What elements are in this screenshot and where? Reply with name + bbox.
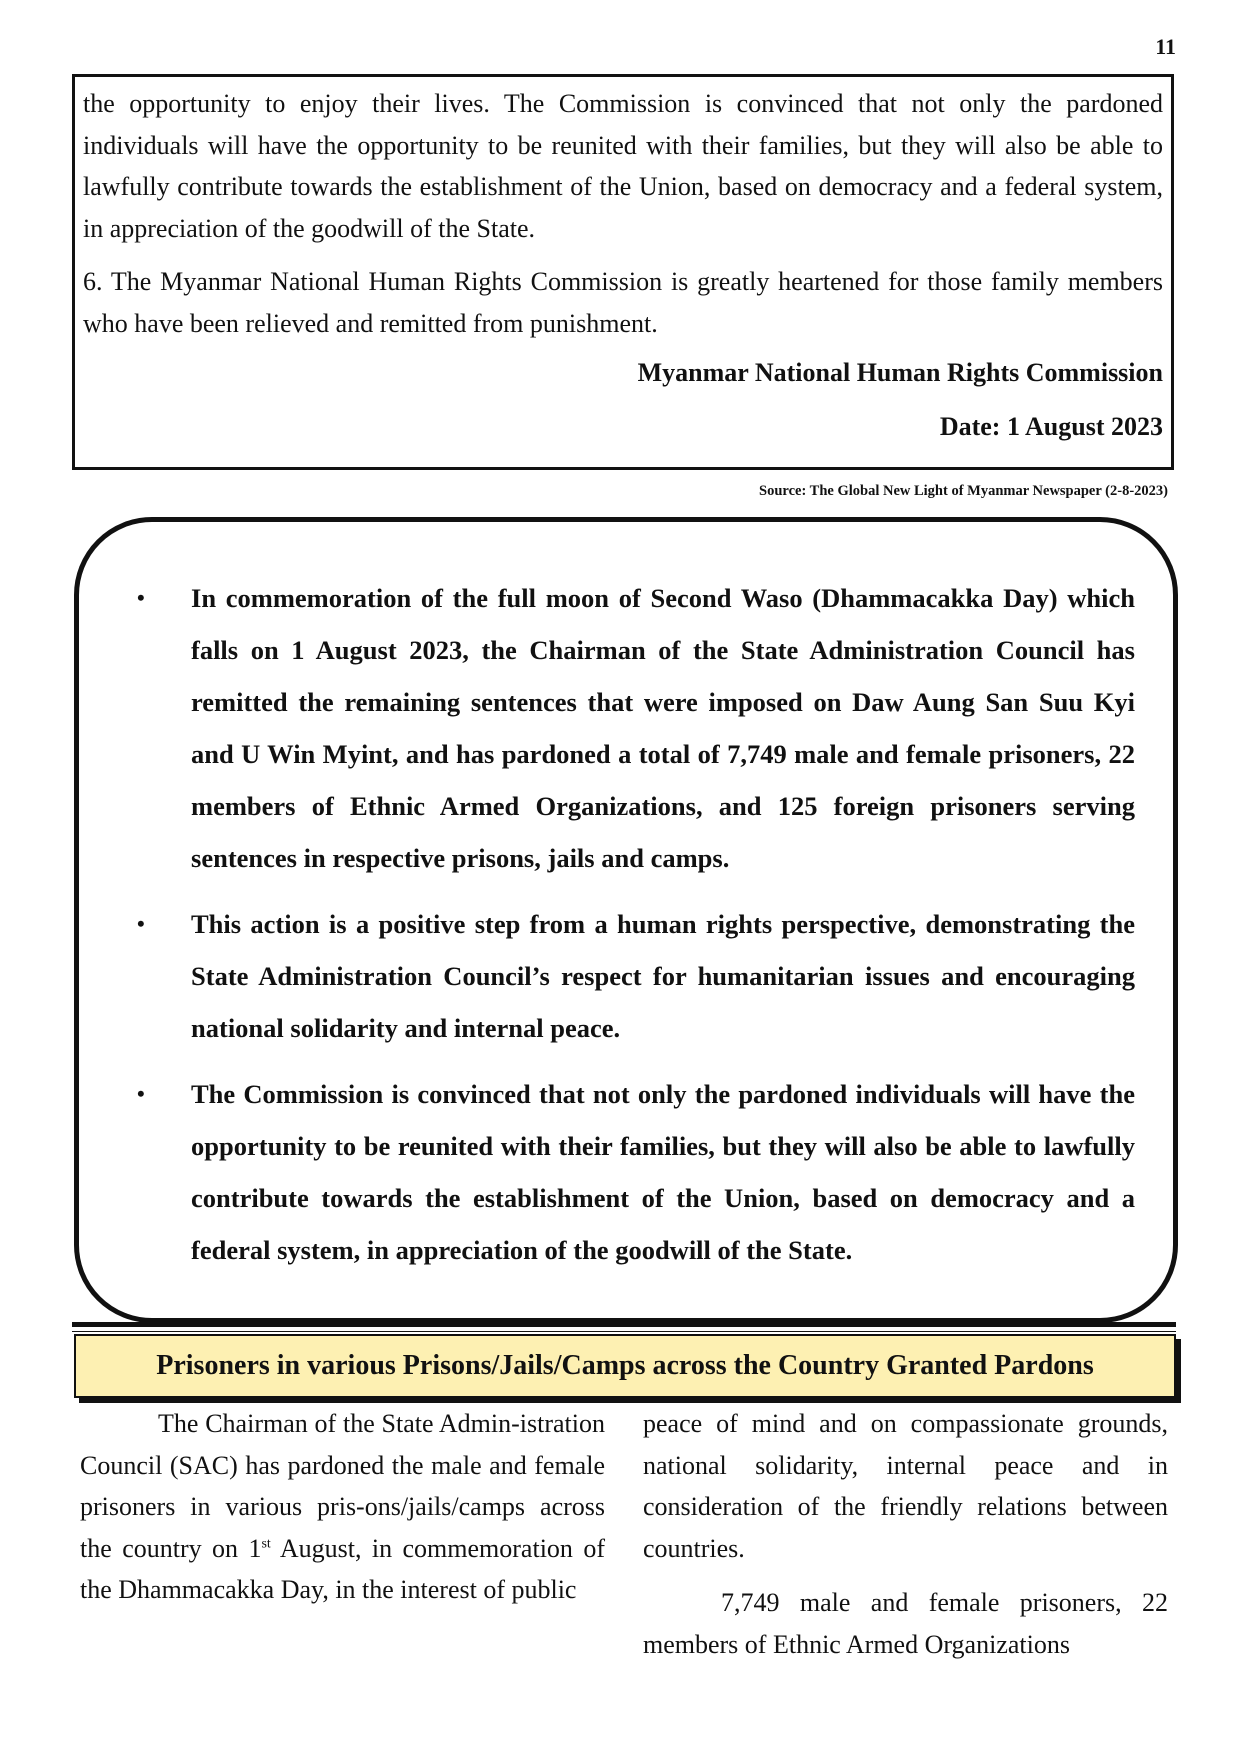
article-paragraph: 7,749 male and female prisoners, 22 members of Ethnic Armed Organizations — [643, 1588, 1168, 1659]
section-divider — [72, 1322, 1176, 1327]
article-text: The Chairman of the State Admin-istration Council (SAC) has pardoned the male and female prisoners in various pris-ons/jails/camps across the country on 1 — [80, 1409, 605, 1563]
highlight-text: In commemoration of the full moon of Second Waso (Dhammacakka Day) which falls on 1 August 2023, the Chairman of the State Administration Council has remitted the remaining sentences that were imposed on Daw Aung San Suu Kyi and U Win Myint, and has pardoned a total of 7,749 male and female prisoners, 22 members of Ethnic Armed Organizations, and 125 foreign prisoners serving sentences in respective prisons, jails and camps. — [191, 583, 1135, 873]
section-heading: Prisoners in various Prisons/Jails/Camps across the Country Granted Pardons — [74, 1334, 1176, 1398]
highlight-item — [119, 898, 1135, 1054]
article-paragraph-continued: peace of mind and on compassionate grounds, national solidarity, internal peace and in consideration of the friendly relations between countries. — [643, 1409, 1168, 1563]
signature-organization: Myanmar National Human Rights Commission — [637, 358, 1163, 387]
highlights-list — [119, 572, 1135, 1276]
article-column-right — [643, 1403, 1168, 1665]
section-divider-thin — [72, 1331, 1176, 1332]
highlight-text: This action is a positive step from a human rights perspective, demonstrating the State Administration Council’s respect for humanitarian issues and encouraging national solidarity and internal peace. — [191, 909, 1135, 1043]
highlight-item — [119, 1068, 1135, 1276]
statement-box — [72, 74, 1174, 470]
source-citation: Source: The Global New Light of Myanmar Newspaper (2-8-2023) — [759, 483, 1168, 499]
highlight-item — [119, 572, 1135, 884]
bullet-icon: • — [137, 1081, 145, 1106]
bullet-icon: • — [137, 585, 145, 610]
highlights-box — [74, 517, 1178, 1323]
article-text-continued: August, in commemoration of the Dhammacakka Day, in the interest of public — [80, 1533, 606, 1604]
statement-paragraph-6: 6. The Myanmar National Human Rights Commission is greatly heartened for those family members who have been relieved and remitted from punishment. — [83, 267, 1163, 338]
article-paragraph — [80, 1403, 605, 1611]
statement-paragraph: the opportunity to enjoy their lives. The Commission is convinced that not only the pardoned individuals will have the opportunity to be reunited with their families, but they will also be able to lawfully contribute towards the establishment of the Union, based on democracy and a federal system, in appreciation of the goodwill of the State. — [83, 89, 1163, 243]
bullet-icon: • — [137, 911, 145, 936]
page-number: 11 — [1155, 34, 1176, 59]
article-column-left — [80, 1403, 605, 1611]
ordinal-suffix: st — [261, 1535, 271, 1551]
highlight-text: The Commission is convinced that not only the pardoned individuals will have the opportunity to be reunited with their families, but they will also be able to lawfully contribute towards the establishment of the Union, based on democracy and a federal system, in appreciation of the goodwill of the State. — [191, 1079, 1135, 1265]
signature-date: Date: 1 August 2023 — [939, 412, 1163, 441]
